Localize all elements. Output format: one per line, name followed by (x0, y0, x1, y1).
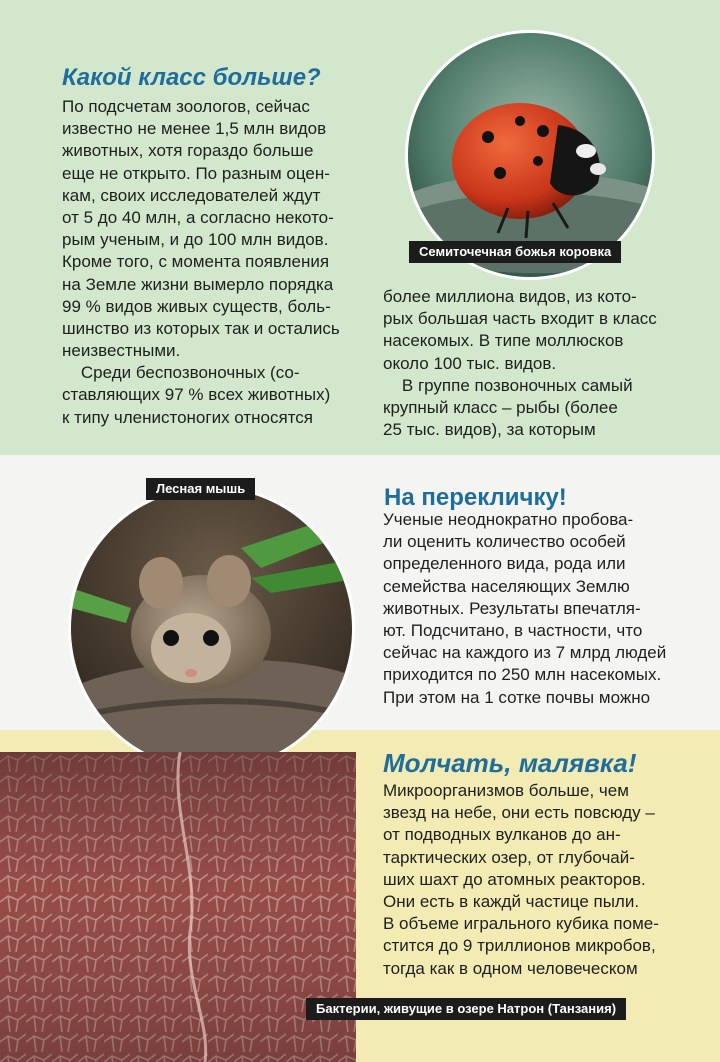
text-line: семейства населяющих Землю (383, 576, 630, 596)
text-line: В группе позвоночных самый (383, 375, 633, 395)
ladybug-photo-caption: Семиточечная божья коровка (409, 241, 621, 263)
section-heading-shut-up-little-one: Молчать, малявка! (383, 748, 637, 778)
text-line: ют. Подсчитано, в частности, что (383, 620, 643, 640)
text-line: ли оценить количество особей (383, 532, 626, 552)
text-line: Они есть в каждй частице пыли. (383, 891, 640, 911)
text-line: стится до 9 триллионов микробов, (383, 936, 656, 956)
section-which-class-column-2 (383, 286, 683, 441)
text-line: от подводных вулканов до ан- (383, 825, 621, 845)
text-line: животных, хотя гораздо больше (62, 141, 314, 161)
text-line: ставляющих 97 % всех животных) (62, 385, 331, 405)
text-line: 99 % видов живых существ, боль- (62, 296, 331, 316)
text-line: сейчас на каждого из 7 млрд людей (383, 643, 667, 663)
text-line: насекомых. В типе моллюсков (383, 331, 624, 351)
section-heading-which-class: Какой класс больше? (62, 64, 321, 91)
text-line: неизвестными. (62, 341, 181, 361)
text-line: По подсчетам зоологов, сейчас (62, 97, 310, 116)
text-line: Микроорганизмов больше, чем (383, 781, 629, 800)
wood-mouse-photo (68, 485, 355, 772)
text-line: Среди беспозвоночных (со- (62, 363, 300, 383)
text-line: крупный класс – рыбы (более (383, 397, 618, 417)
text-line: Ученые неоднократно пробова- (383, 510, 634, 529)
text-line: Кроме того, с момента появления (62, 252, 330, 272)
text-line: животных. Результаты впечатля- (383, 598, 641, 618)
lake-natron-bacteria-photo (0, 752, 356, 1062)
text-line: тарктических озер, от глубочай- (383, 847, 635, 867)
text-line: более миллиона видов, из кото- (383, 287, 637, 306)
section-heading-roll-call: На перекличку! (384, 484, 567, 511)
text-line: рым ученым, и до 100 млн видов. (62, 230, 329, 250)
text-line: В объеме игрального кубика поме- (383, 914, 659, 934)
wood-mouse-photo-caption: Лесная мышь (146, 478, 255, 500)
section-which-class-column-1 (62, 96, 362, 429)
text-line: ших шахт до атомных реакторов. (383, 869, 646, 889)
text-line: на Земле жизни вымерло порядка (62, 274, 334, 294)
text-line: еще не открыто. По разным оцен- (62, 163, 330, 183)
text-line: шинство из которых так и остались (62, 318, 340, 338)
text-line: приходится по 250 млн насекомых. (383, 665, 662, 685)
section-shut-up-text (383, 780, 703, 980)
bacteria-photo-caption: Бактерии, живущие в озере Натрон (Танзания) (306, 998, 626, 1020)
text-line: При этом на 1 сотке почвы можно (383, 687, 651, 707)
text-line: к типу членистоногих относятся (62, 407, 314, 427)
text-line: определенного вида, рода или (383, 554, 626, 574)
text-line: 25 тыс. видов), за которым (383, 420, 596, 440)
section-roll-call-text (383, 509, 698, 709)
text-line: рых большая часть входит в класс (383, 309, 657, 329)
text-line: звезд на небе, они есть повсюду – (383, 803, 655, 823)
text-line: тогда как в одном человеческом (383, 958, 638, 978)
text-line: около 100 тыс. видов. (383, 353, 557, 373)
text-line: известно не менее 1,5 млн видов (62, 119, 327, 139)
text-line: кам, своих исследователей ждут (62, 185, 321, 205)
text-line: от 5 до 40 млн, а согласно некото- (62, 207, 334, 227)
